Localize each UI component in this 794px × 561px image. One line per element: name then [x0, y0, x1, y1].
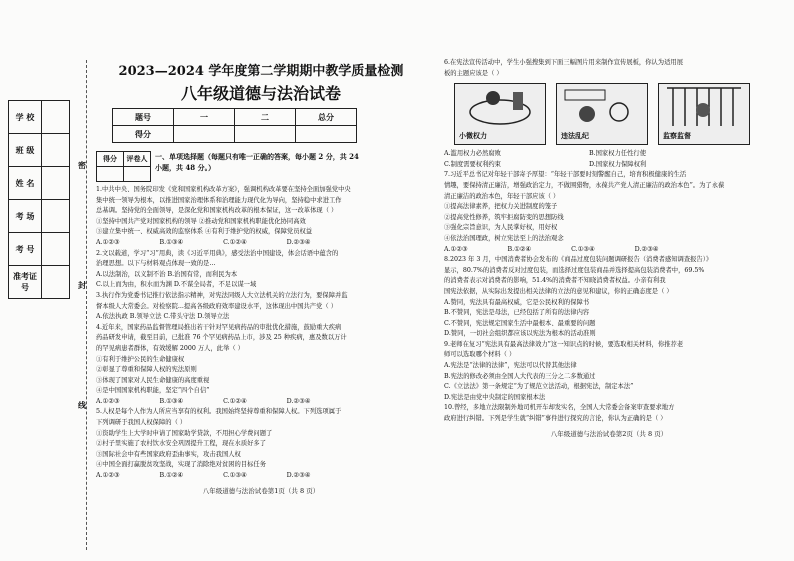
seal-char: 线 [78, 400, 86, 410]
answer-option[interactable]: C.不赞同，宪法规定国家生活中最根本、最重要的问题 [444, 319, 596, 327]
question-item: ①提高法律素养，把权力关进制度的笼子 [444, 203, 558, 211]
class-field[interactable] [42, 134, 70, 167]
question-text: 4.近年来，国家药品监督管理局推出若干针对罕见病药品的审批优化措施，鼓励重大疾病 [96, 323, 342, 331]
left-column [96, 58, 426, 495]
school-field[interactable] [42, 101, 70, 134]
answer-options [444, 245, 774, 256]
score-input[interactable] [235, 126, 296, 143]
question-item: ④依法治国理政，树立宪法至上的法治观念 [444, 234, 564, 242]
answer-option[interactable]: C.①③④ [223, 472, 247, 480]
question-text: 政府进行纠错。下列是学生就“纠错”事件进行探究的言论，你认为正确的是（ ） [444, 415, 667, 423]
answer-option[interactable]: D.②③④ [286, 397, 311, 405]
question-text: 集中统一领导为根本，以推进国家治理体系和治理能力现代化为导向，坚持稳中求进工作 [96, 196, 342, 204]
answer-option[interactable]: A.①②③ [444, 245, 468, 253]
section-instruction: 一、单项选择题（每题只有唯一正确的答案，每小题 2 分，共 24 [155, 152, 359, 161]
answer-option[interactable]: C.①②④ [223, 238, 247, 246]
question-text: ③建立集中统一、权威高效的监察体系 ④有利于维护党的权威，保障党员权益 [96, 228, 313, 236]
answer-options [96, 471, 426, 482]
section-header [96, 151, 426, 182]
answer-option[interactable]: A.①②③ [96, 397, 120, 405]
exam-title: 2023—2024 学年度第二学期期中教学质量检测 [118, 64, 404, 79]
score-cell: 二 [235, 109, 296, 126]
answer-option[interactable]: B.不赞同，宪法是母法，已经包括了所有的法律内容 [444, 309, 590, 317]
question-text: 显示，80.7%的消费者反对过度包装，而选择过度包装商品并选择提高包装消费者中，69.5% [444, 266, 705, 274]
answer-option[interactable]: A.①②③ [96, 238, 120, 246]
question-item: ③国际社会中有些国家政府歪曲事实，攻击我国人权 [96, 450, 241, 458]
question-text: A.以法制治，以义制不治 B.治国有常，而利民为本 [96, 270, 238, 278]
cartoon-caption: 违法乱纪 [561, 131, 589, 141]
exam-room-field[interactable] [42, 200, 70, 233]
answer-option[interactable]: D.②③④ [286, 238, 311, 246]
binding-label: 学 校 [9, 101, 42, 134]
cartoon-illustration-icon [455, 84, 545, 129]
answer-options [96, 397, 426, 408]
admission-number-field[interactable] [42, 266, 70, 299]
answer-options [444, 149, 774, 160]
cartoon-illustration-icon [557, 84, 647, 129]
seal-dashed-line [86, 60, 87, 550]
binding-label: 准考证号 [9, 266, 42, 299]
answer-option[interactable]: A.①②③ [96, 472, 120, 480]
cartoon-images [454, 83, 774, 145]
answer-option[interactable]: D.国家权力保障权利 [589, 160, 647, 168]
answer-option[interactable]: D.②③④ [634, 245, 659, 253]
question-text: 清正廉洁的政治本色，年轻干部应该（ ） [444, 192, 560, 200]
cartoon-image [556, 83, 648, 145]
question-item: ②提高党性修养，筑牢拒腐防变的思想防线 [444, 213, 564, 221]
question-item: ④是中国国家机构职能，坚定“四个自信” [96, 387, 210, 395]
score-table [112, 108, 357, 143]
question-item: ③体现了国家对人民生命健康的高度重视 [96, 376, 210, 384]
question-item: ③强化宗旨意识，为人民掌好权，用好权 [444, 224, 558, 232]
score-cell: 题号 [113, 109, 174, 126]
cartoon-illustration-icon [659, 84, 749, 129]
score-input[interactable] [174, 126, 235, 143]
answer-option[interactable]: D.②③④ [286, 472, 311, 480]
cartoon-caption: 小微权力 [459, 131, 487, 141]
question-text: 情趣，要保持清正廉洁，增强政治定力，不做围猎物，永葆共产党人清正廉洁的政治本色”。为了永葆 [444, 181, 725, 189]
question-text: 1.中共中央、国务院印发《党和国家机构改革方案》，强调机构改革要在坚持全面加强党中央 [96, 186, 351, 193]
question-text: 2.文以载道，学习“习”用典，读《习近平用典》，感受法治中国建设，体会话语中蕴含的 [96, 249, 339, 257]
binding-label: 姓 名 [9, 167, 42, 200]
question-item: ②村子里实施了农村饮水安全巩固提升工程，现在水质好多了 [96, 440, 267, 448]
exam-number-field[interactable] [42, 233, 70, 266]
cartoon-caption: 监察监督 [663, 131, 691, 141]
grader-input[interactable] [124, 167, 151, 182]
question-text: 10.曾经，多地立法限制外地司机开车却发实名，全国人大常委会备案审查要求地方 [444, 404, 675, 412]
cartoon-image [454, 83, 546, 145]
question-text: 督本级人大常委会。对检察院...提高各级政府效率建设水平，这体现出中国共产党（ ） [96, 302, 337, 310]
question-text: 的罕见病患者群体，有效缓解 2000 万人，此举（ ） [96, 344, 244, 352]
section-instruction: 小题，共 48 分。） [155, 163, 216, 172]
question-text: 板的主题应该是（ ） [444, 69, 503, 77]
question-text: 的消费者表示对消费者的影响，51.4%的消费者不知晓消费者权益。小亲有利我 [444, 277, 666, 285]
binding-info-table [8, 100, 70, 338]
seal-char: 封 [78, 280, 86, 290]
question-text: 9.老师在复习“宪法具有最高法律效力”这一知识点的时候，要选取相关材料，你推荐老 [444, 340, 684, 348]
answer-option[interactable]: B.宪法的修改必须由全国人大代表的三分之二多数通过 [444, 372, 596, 380]
seal-char: 密 [78, 160, 86, 170]
question-text: 7.习近平总书记对年轻干部寄予厚望：“年轻干部要时刻警醒自己，培育积极健康的生活 [444, 171, 687, 179]
question-text: 师可以选取哪个材料（ ） [444, 351, 516, 359]
answer-option[interactable]: B.①③④ [159, 238, 184, 246]
binding-label: 考 场 [9, 200, 42, 233]
answer-options [96, 238, 426, 249]
question-text: 国宪法依据，从实际出发提出相关法律的立法的意见和建议，你的正确态度是（ ） [444, 287, 673, 295]
question-item: ①资助学生上大学时申请了国家助学贷款，不用担心学费问题了 [96, 429, 273, 437]
answer-option[interactable]: A.宪法是“法律的法律”，宪法可以代替其他法律 [444, 362, 577, 370]
binding-label: 班 级 [9, 134, 42, 167]
question-text: 治理思想。以下与材料观点体现一致的是... [96, 260, 216, 268]
question-item: ④中国全面打赢脱贫攻坚战，实现了消除绝对贫困的目标任务 [96, 461, 267, 469]
question-text: ①坚持中国共产党对国家机构的领导 ②推动党和国家机构职能优化协同高效 [96, 217, 306, 225]
name-field[interactable] [42, 167, 70, 200]
grader-input[interactable] [97, 167, 124, 182]
answer-option[interactable]: A.滥用权力必然腐败 [444, 150, 501, 158]
question-text: 总基调。坚持党的全面领导，是深化党和国家机构改革的根本保证，这一改革体现（ ） [96, 207, 338, 215]
answer-options [444, 160, 774, 171]
answer-option[interactable]: B.①②④ [507, 245, 532, 253]
cartoon-image [658, 83, 750, 145]
question-text: A.依法执政 B.领导立法 C.带头守法 D.领导立法 [96, 313, 230, 321]
score-input[interactable] [296, 126, 357, 143]
page-footer: 八年级道德与法治试卷第2页（共 8 页） [550, 429, 668, 438]
question-text: 药品研发申请，截至目前，已批准 76 个罕见病药品上市，涉及 25 种疾病，惠及数以万计 [96, 334, 347, 342]
question-text: C.以上而为由，积水而为渊 D.不谋全局者，不足以谋一域 [96, 281, 257, 289]
answer-option[interactable]: D.赞同，一切社会组织都应该以宪法为根本的活动准则 [444, 330, 596, 338]
binding-label: 考 号 [9, 233, 42, 266]
answer-option[interactable]: A.赞同，宪法具有最高权威，它是公民权利的保障书 [444, 298, 590, 306]
answer-option[interactable]: B.①②④ [159, 472, 184, 480]
page-footer: 八年级道德与法治试卷第1页（共 8 页） [202, 486, 320, 495]
right-column [444, 58, 774, 438]
question-text: 3.执行作为党委书记推行依法指示精神，对宪法同级人大立法机关的立法行为，要保障并监 [96, 291, 348, 299]
question-text: 下列调研于我国人权保障的（ ） [96, 419, 187, 427]
answer-option[interactable]: C.①②④ [223, 397, 247, 405]
question-text: 6.在宪法宣传活动中，学生小强搜集到下面三幅图片用来制作宣传展板，你认为适用展 [444, 59, 683, 66]
answer-option[interactable]: D.宪法是由党中央制定的国家根本法 [444, 393, 546, 401]
grader-label: 评卷人 [124, 152, 151, 167]
answer-option[interactable]: B.①③④ [159, 397, 184, 405]
answer-option[interactable]: C.制度需要权利约束 [444, 160, 501, 168]
answer-option[interactable]: C.《立法法》第一条规定“为了规范立法活动，根据宪法，制定本法” [444, 383, 634, 391]
score-cell: 一 [174, 109, 235, 126]
question-item: ①有利于维护公民的生命健康权 [96, 355, 185, 363]
score-cell: 总分 [296, 109, 357, 126]
answer-option[interactable]: C.①③④ [571, 245, 595, 253]
question-text: 8.2023 年 3 月，中国消费者协会发布的《商品过度包装问题调研报告（消费者感知调查报告）》 [444, 256, 713, 264]
question-text: 5.人权是每个人作为人所应当享有的权利。我国始终坚持尊重和保障人权。下列选项属于 [96, 408, 342, 416]
grader-label: 得分 [97, 152, 124, 167]
exam-subtitle: 八年级道德与法治试卷 [180, 84, 341, 103]
question-item: ②彰显了尊重和保障人权的宪法原则 [96, 366, 197, 374]
score-cell: 得分 [113, 126, 174, 143]
answer-option[interactable]: B.国家权力任性行使 [589, 150, 647, 158]
